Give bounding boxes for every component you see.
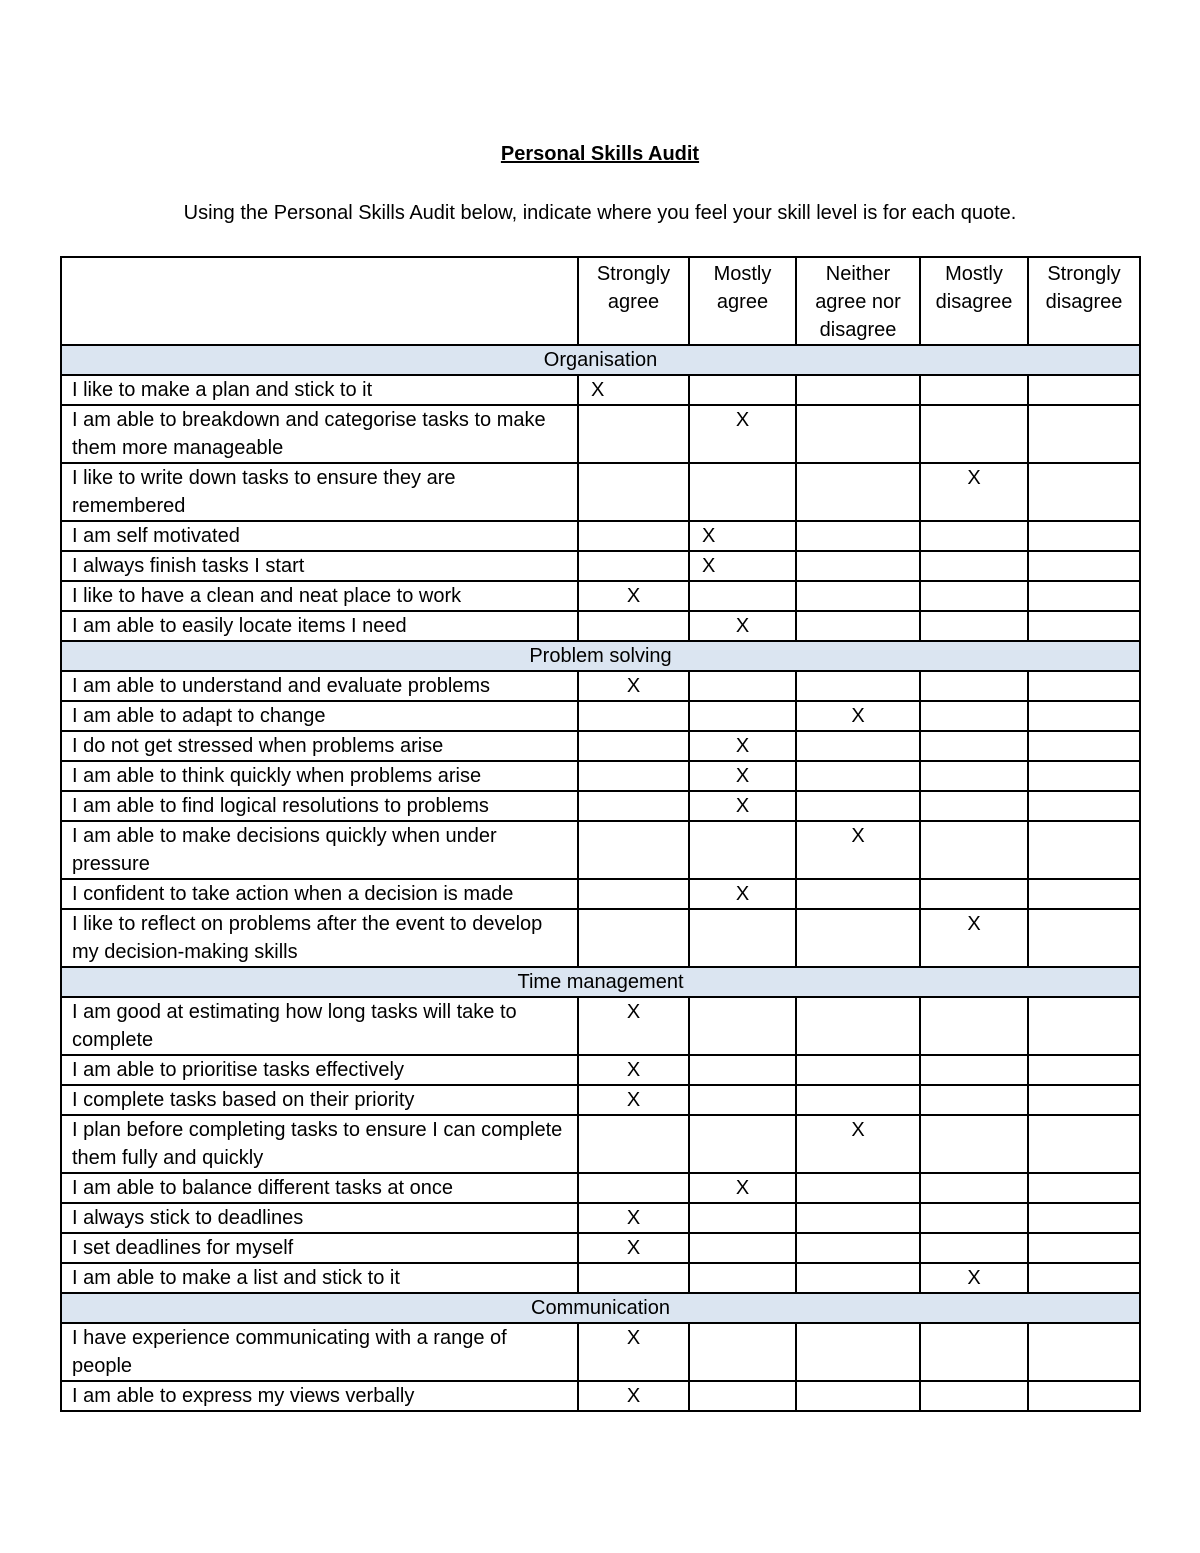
rating-cell[interactable]: [1028, 375, 1140, 405]
rating-cell[interactable]: X: [578, 1381, 689, 1411]
rating-cell[interactable]: [578, 405, 689, 463]
statement-cell: I am able to make a list and stick to it: [61, 1263, 578, 1293]
rating-cell[interactable]: [1028, 611, 1140, 641]
rating-cell[interactable]: [1028, 1203, 1140, 1233]
rating-cell[interactable]: X: [796, 701, 920, 731]
table-row: [61, 1381, 1140, 1411]
rating-cell[interactable]: [920, 581, 1028, 611]
rating-cell[interactable]: [796, 997, 920, 1055]
rating-cell[interactable]: [578, 1115, 689, 1173]
rating-cell[interactable]: [796, 1381, 920, 1411]
rating-cell[interactable]: [920, 821, 1028, 879]
rating-cell[interactable]: X: [689, 1173, 796, 1203]
rating-cell[interactable]: [796, 1323, 920, 1381]
rating-cell[interactable]: X: [578, 1323, 689, 1381]
rating-cell[interactable]: [689, 1115, 796, 1173]
rating-cell[interactable]: X: [578, 1203, 689, 1233]
rating-cell[interactable]: X: [689, 879, 796, 909]
rating-cell[interactable]: [796, 909, 920, 967]
rating-cell[interactable]: [920, 405, 1028, 463]
rating-cell[interactable]: [1028, 761, 1140, 791]
table-row: [61, 997, 1140, 1055]
table-row: [61, 581, 1140, 611]
rating-cell[interactable]: [920, 375, 1028, 405]
rating-cell[interactable]: [796, 761, 920, 791]
statement-cell: I set deadlines for myself: [61, 1233, 578, 1263]
table-row: [61, 671, 1140, 701]
rating-cell[interactable]: [796, 551, 920, 581]
rating-cell[interactable]: [920, 731, 1028, 761]
rating-cell[interactable]: [1028, 405, 1140, 463]
rating-cell[interactable]: X: [578, 375, 689, 405]
rating-cell[interactable]: X: [920, 1263, 1028, 1293]
table-row: [61, 821, 1140, 879]
header-mostly-disagree: Mostly disagree: [920, 257, 1028, 345]
table-row: [61, 463, 1140, 521]
rating-cell[interactable]: [1028, 909, 1140, 967]
statement-cell: I am able to make decisions quickly when under pressure: [61, 821, 578, 879]
rating-cell[interactable]: [920, 1115, 1028, 1173]
statement-cell: I am able to understand and evaluate problems: [61, 671, 578, 701]
rating-cell[interactable]: [1028, 791, 1140, 821]
rating-cell[interactable]: [920, 1233, 1028, 1263]
rating-cell[interactable]: X: [689, 761, 796, 791]
rating-cell[interactable]: [1028, 821, 1140, 879]
rating-cell[interactable]: [920, 1173, 1028, 1203]
rating-cell[interactable]: [796, 375, 920, 405]
section-row: [61, 1293, 1140, 1323]
rating-cell[interactable]: [920, 761, 1028, 791]
rating-cell[interactable]: X: [689, 791, 796, 821]
table-row: [61, 1115, 1140, 1173]
table-row: [61, 521, 1140, 551]
section-row: [61, 345, 1140, 375]
rating-cell[interactable]: [689, 1323, 796, 1381]
table-row: [61, 761, 1140, 791]
rating-cell[interactable]: [578, 909, 689, 967]
rating-cell[interactable]: [1028, 1173, 1140, 1203]
table-row: [61, 731, 1140, 761]
rating-cell[interactable]: [920, 1323, 1028, 1381]
rating-cell[interactable]: [578, 551, 689, 581]
section-heading: Problem solving: [61, 641, 1140, 671]
rating-cell[interactable]: X: [689, 551, 796, 581]
rating-cell[interactable]: [578, 731, 689, 761]
rating-cell[interactable]: X: [578, 581, 689, 611]
rating-cell[interactable]: [689, 1381, 796, 1411]
header-strongly-disagree: Strongly disagree: [1028, 257, 1140, 345]
rating-cell[interactable]: [1028, 1115, 1140, 1173]
rating-cell[interactable]: [689, 1055, 796, 1085]
section-heading: Organisation: [61, 345, 1140, 375]
rating-cell[interactable]: [578, 761, 689, 791]
rating-cell[interactable]: [1028, 1381, 1140, 1411]
rating-cell[interactable]: X: [578, 1085, 689, 1115]
statement-cell: I am able to express my views verbally: [61, 1381, 578, 1411]
instructions: Using the Personal Skills Audit below, indicate where you feel your skill level is for each quote.: [183, 202, 1017, 224]
statement-cell: I have experience communicating with a range of people: [61, 1323, 578, 1381]
header-neither: Neither agree nor disagree: [796, 257, 920, 345]
rating-cell[interactable]: X: [578, 1233, 689, 1263]
rating-cell[interactable]: [1028, 1263, 1140, 1293]
rating-cell[interactable]: [578, 821, 689, 879]
rating-cell[interactable]: [689, 701, 796, 731]
rating-cell[interactable]: [578, 791, 689, 821]
rating-cell[interactable]: [578, 611, 689, 641]
rating-cell[interactable]: X: [796, 1115, 920, 1173]
rating-cell[interactable]: [796, 611, 920, 641]
rating-cell[interactable]: [1028, 997, 1140, 1055]
rating-cell[interactable]: [689, 671, 796, 701]
rating-cell[interactable]: [1028, 1085, 1140, 1115]
header-strongly-agree: Strongly agree: [578, 257, 689, 345]
rating-cell[interactable]: [920, 701, 1028, 731]
rating-cell[interactable]: [920, 611, 1028, 641]
rating-cell[interactable]: [796, 791, 920, 821]
rating-cell[interactable]: X: [689, 405, 796, 463]
rating-cell[interactable]: [1028, 581, 1140, 611]
table-row: [61, 375, 1140, 405]
page-title: Personal Skills Audit: [500, 143, 700, 165]
statement-cell: I am able to find logical resolutions to problems: [61, 791, 578, 821]
rating-cell[interactable]: [796, 463, 920, 521]
rating-cell[interactable]: [920, 1203, 1028, 1233]
rating-cell[interactable]: X: [578, 1055, 689, 1085]
rating-cell[interactable]: [1028, 671, 1140, 701]
rating-cell[interactable]: [578, 701, 689, 731]
rating-cell[interactable]: [920, 521, 1028, 551]
statement-cell: I am able to balance different tasks at once: [61, 1173, 578, 1203]
rating-cell[interactable]: [920, 997, 1028, 1055]
rating-cell[interactable]: X: [920, 909, 1028, 967]
rating-cell[interactable]: [920, 791, 1028, 821]
rating-cell[interactable]: [796, 879, 920, 909]
rating-cell[interactable]: [689, 997, 796, 1055]
rating-cell[interactable]: X: [689, 521, 796, 551]
statement-cell: I am able to adapt to change: [61, 701, 578, 731]
rating-cell[interactable]: X: [920, 463, 1028, 521]
rating-cell[interactable]: [689, 463, 796, 521]
rating-cell[interactable]: X: [689, 731, 796, 761]
table-row: [61, 1173, 1140, 1203]
skills-audit-table: [60, 256, 1141, 1412]
rating-cell[interactable]: [796, 1233, 920, 1263]
rating-cell[interactable]: X: [796, 821, 920, 879]
rating-cell[interactable]: [1028, 731, 1140, 761]
table-row: [61, 611, 1140, 641]
section-row: [61, 967, 1140, 997]
rating-cell[interactable]: [689, 1263, 796, 1293]
table-row: [61, 1085, 1140, 1115]
audit-body: [61, 345, 1140, 1411]
rating-cell[interactable]: [920, 551, 1028, 581]
rating-cell[interactable]: [1028, 701, 1140, 731]
rating-cell[interactable]: [689, 581, 796, 611]
table-row: [61, 791, 1140, 821]
table-row: [61, 1263, 1140, 1293]
rating-cell[interactable]: [1028, 1233, 1140, 1263]
rating-cell[interactable]: [689, 375, 796, 405]
rating-cell[interactable]: [920, 1381, 1028, 1411]
table-row: [61, 1233, 1140, 1263]
rating-cell[interactable]: [796, 1203, 920, 1233]
rating-cell[interactable]: [1028, 463, 1140, 521]
header-row: [61, 257, 1140, 345]
rating-cell[interactable]: [1028, 879, 1140, 909]
statement-cell: I am self motivated: [61, 521, 578, 551]
table-row: [61, 1203, 1140, 1233]
rating-cell[interactable]: [796, 1085, 920, 1115]
rating-cell[interactable]: [796, 1055, 920, 1085]
rating-cell[interactable]: [689, 909, 796, 967]
section-heading: Time management: [61, 967, 1140, 997]
rating-cell[interactable]: [689, 1203, 796, 1233]
statement-cell: I am able to easily locate items I need: [61, 611, 578, 641]
rating-cell[interactable]: [796, 405, 920, 463]
rating-cell[interactable]: [920, 1055, 1028, 1085]
table-row: [61, 701, 1140, 731]
statement-cell: I like to have a clean and neat place to work: [61, 581, 578, 611]
rating-cell[interactable]: [920, 879, 1028, 909]
rating-cell[interactable]: [796, 521, 920, 551]
rating-cell[interactable]: [578, 463, 689, 521]
statement-cell: I do not get stressed when problems arise: [61, 731, 578, 761]
rating-cell[interactable]: [1028, 521, 1140, 551]
rating-cell[interactable]: [578, 1263, 689, 1293]
rating-cell[interactable]: X: [689, 611, 796, 641]
section-row: [61, 641, 1140, 671]
rating-cell[interactable]: [796, 1263, 920, 1293]
rating-cell[interactable]: X: [578, 671, 689, 701]
header-mostly-agree: Mostly agree: [689, 257, 796, 345]
statement-cell: I am able to prioritise tasks effectively: [61, 1055, 578, 1085]
rating-cell[interactable]: [920, 671, 1028, 701]
rating-cell[interactable]: [689, 821, 796, 879]
table-row: [61, 1055, 1140, 1085]
statement-cell: I like to make a plan and stick to it: [61, 375, 578, 405]
rating-cell[interactable]: [689, 1085, 796, 1115]
statement-cell: I am able to think quickly when problems arise: [61, 761, 578, 791]
rating-cell[interactable]: [578, 521, 689, 551]
rating-cell[interactable]: [1028, 1055, 1140, 1085]
table-row: [61, 909, 1140, 967]
table-row: [61, 879, 1140, 909]
rating-cell[interactable]: [920, 1085, 1028, 1115]
rating-cell[interactable]: [796, 1173, 920, 1203]
rating-cell[interactable]: [1028, 551, 1140, 581]
statement-cell: I always finish tasks I start: [61, 551, 578, 581]
statement-cell: I always stick to deadlines: [61, 1203, 578, 1233]
rating-cell[interactable]: [796, 671, 920, 701]
rating-cell[interactable]: [1028, 1323, 1140, 1381]
rating-cell[interactable]: [796, 581, 920, 611]
statement-cell: I plan before completing tasks to ensure I can complete them fully and quickly: [61, 1115, 578, 1173]
statement-cell: I am able to breakdown and categorise tasks to make them more manageable: [61, 405, 578, 463]
table-row: [61, 1323, 1140, 1381]
table-row: [61, 551, 1140, 581]
header-statement-cell: [61, 257, 578, 345]
rating-cell[interactable]: [578, 879, 689, 909]
statement-cell: I complete tasks based on their priority: [61, 1085, 578, 1115]
table-row: [61, 405, 1140, 463]
statement-cell: I am good at estimating how long tasks will take to complete: [61, 997, 578, 1055]
rating-cell[interactable]: [578, 1173, 689, 1203]
section-heading: Communication: [61, 1293, 1140, 1323]
rating-cell[interactable]: X: [578, 997, 689, 1055]
statement-cell: I like to write down tasks to ensure they are remembered: [61, 463, 578, 521]
rating-cell[interactable]: [689, 1233, 796, 1263]
statement-cell: I like to reflect on problems after the event to develop my decision-making skills: [61, 909, 578, 967]
rating-cell[interactable]: [796, 731, 920, 761]
statement-cell: I confident to take action when a decision is made: [61, 879, 578, 909]
